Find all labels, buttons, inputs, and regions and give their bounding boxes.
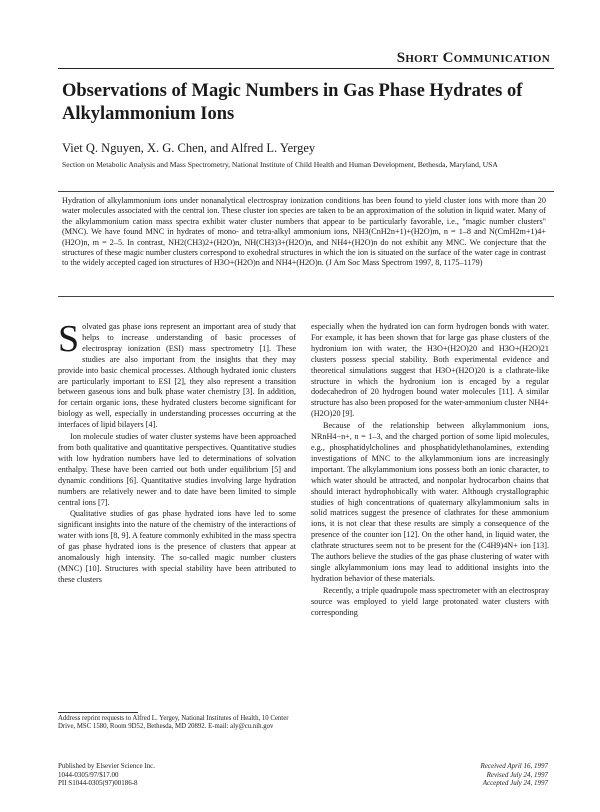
body-paragraph: Qualitative studies of gas phase hydrated ions have led to some significant insights into the nature of the chemistry of the interactions of water with ions [8, 9]. A feature commonly exhibited in the mass spectra of gas phase hydrated ions is the presence of clusters that appear at anomalously high intensity. The so-called magic number clusters (MNC) [10]. Structures with special stability have been attributed to these clusters (58, 509, 296, 584)
footnote-rule (58, 712, 138, 713)
header-rule (58, 68, 554, 69)
body-column-left (58, 318, 296, 587)
authors: Viet Q. Nguyen, X. G. Chen, and Alfred L. Yergey (62, 141, 316, 155)
publisher-name: Published by Elsevier Science Inc. (58, 762, 156, 770)
abstract-rule-bottom (58, 296, 554, 297)
body-column-right (311, 322, 549, 619)
body-paragraph: Because of the relationship between alkylammonium ions, NRnH4−n+, n = 1–3, and the charged portion of some lipid molecules, e.g., phosphatidylcholines and phosphatidylethanolamines, extending investigations of MNC to the alkylammonium ions are increasingly important. The alkylammonium ions possess both an ionic character, to which water should be attracted, and nonpolar hydrocarbon chains that should interact hydrophobically with water. Although crystallographic studies of high concentrations of quaternary alkylammonium salts in solid matrices suggest the presence of clathrates for these ammonium ions, it is not clear that these results are simply a consequence of the presence of the counter ion [12]. On the other hand, in liquid water, the clathrate structures seem not to be present for the (C4H9)4N+ ion [13]. The authors believe the studies of the gas phase clustering of water with single alkylammonium ions may lead to additional insights into the hydration behavior of these materials. (311, 421, 549, 583)
section-label: Short Communication (396, 50, 550, 66)
paragraph-text: olvated gas phase ions represent an important area of study that helps to increase understanding of basic processes of electrospray ionization (ESI) mass spectrometry [1]. These studies are also important from the insights that they may provide into basic chemical processes. Although hydrated ionic clusters are particularly important to ESI [2], they also represent a transition between gaseous ions and bulk phase water chemistry [3]. In addition, for certain organic ions, these hydrated clusters become significant for biology as well, especially in understanding processes occurring at the interfaces of lipid bilayers [4]. (58, 322, 296, 430)
body-paragraph: Ion molecule studies of water cluster systems have been approached from both qualitative and quantitative perspectives. Quantitative studies with low hydration numbers have led to determinations of solvation enthalpy. These have been carried out both under equilibrium [5] and dynamic conditions [6]. Quantitative studies involving large hydration numbers are relatively newer and to date have been limited to simple central ions [7]. (58, 432, 296, 507)
drop-cap: S (58, 318, 80, 360)
received-date: Received April 16, 1997 (480, 762, 548, 770)
revised-date: Revised July 24, 1997 (486, 770, 548, 779)
body-paragraph: especially when the hydrated ion can form hydrogen bonds with water. For example, it has been shown that for large gas phase clusters of the hydronium ion with water, the H3O+(H2O)20 and H3O+(H2O)21 clusters possess special stability. Both experimental evidence and theoretical simulations suggest that H3O+(H2O)20 is a clathrate-like structure in which the hydronium ion is encaged by a regular dodecahedron of 20 hydrogen bound water molecules [11]. A similar structure has also been proposed for the water-ammonium cluster NH4+(H2O)20 [9]. (311, 322, 549, 419)
correspondence-footnote: Address reprint requests to Alfred L. Yergey, National Institutes of Health, 10 Center Drive, MSC 1580, Room 9D52, Bethesda, MD 20892. E-mail: aly@cu.nih.gov (58, 715, 289, 731)
abstract: Hydration of alkylammonium ions under nonanalytical electrospray ionization conditions has been found to yield cluster ions with more than 20 water molecules associated with the central ion. These cluster ion species are taken to be an approximation of the solution in liquid water. Many of the alkylammonium cation mass spectra exhibit water cluster numbers that appear to be particularly favorable, i.e., "magic number clusters" (MNC). We have found MNC in hydrates of mono- and tetra-alkyl ammonium ions, NH3(CnH2n+1)+(H2O)m, n = 1–8 and N(CmH2m+1)4+(H2O)n, m = 2–5. In contrast, NH2(CH3)2+(H2O)n, NH(CH3)3+(H2O)n, and NH4+(H2O)n do not exhibit any MNC. We conjecture that the structures of these magic number clusters correspond to exohedral structures in which the ion is situated on the surface of the water cage in contrast to the widely accepted caged ion structures of H3O+(H2O)n and NH4+(H2O)n. (J Am Soc Mass Spectrom 1997, 8, 1175–1179) (62, 196, 546, 268)
affiliation: Section on Metabolic Analysis and Mass Spectrometry, National Institute of Child Health and Human Development, Bethesda, Maryland, USA (62, 160, 498, 169)
accepted-date: Accepted July 24, 1997 (482, 779, 548, 788)
body-paragraph (58, 318, 296, 431)
pii: PII S1044-0305(97)00186-8 (58, 779, 138, 788)
body-paragraph: Recently, a triple quadrupole mass spectrometer with an electrospray source was employed to yield large protonated water clusters with corresponding (311, 585, 549, 617)
publisher-info (58, 762, 155, 788)
issn-price: 1044-0305/97/$17.00 (58, 770, 119, 779)
received-dates (480, 762, 548, 788)
abstract-rule-top (58, 191, 554, 192)
article-title: Observations of Magic Numbers in Gas Phase Hydrates of Alkylammonium Ions (62, 81, 523, 124)
